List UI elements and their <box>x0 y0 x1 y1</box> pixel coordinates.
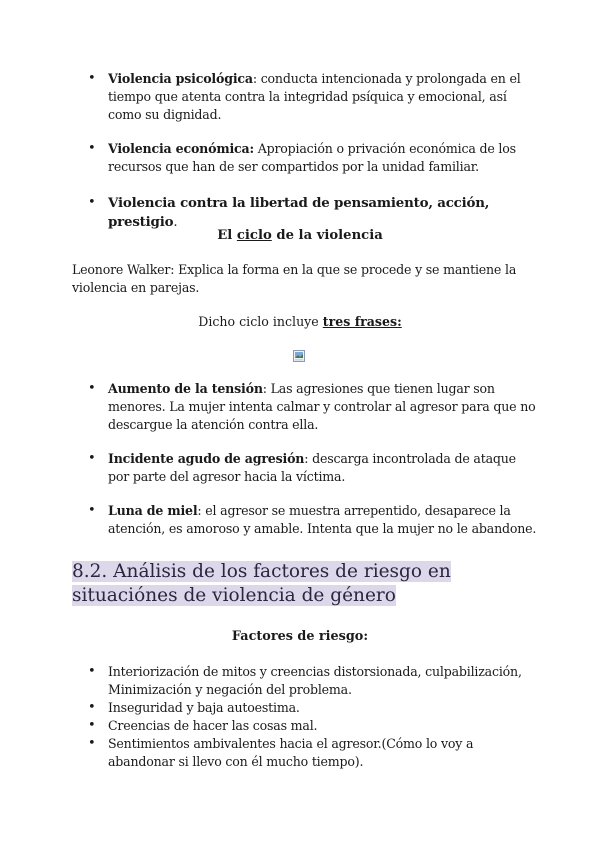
section-heading <box>72 560 542 608</box>
list-item-term: Luna de miel <box>108 503 198 518</box>
list-item <box>88 70 538 124</box>
cycle-title-post: de la violencia <box>271 228 383 243</box>
list-item-text: . <box>173 215 178 230</box>
list-item: • Interiorización de mitos y creencias distorsionada, culpabilización, Minimización y negación del problema. <box>88 663 538 699</box>
cycle-title-underlined: ciclo <box>236 228 272 243</box>
list-item-term: Incidente agudo de agresión <box>108 451 305 466</box>
list-item-text: : Las agresiones que tienen lugar son menores. La mujer intenta calmar y controlar al agresor para que no descargue la atención contra ella. <box>108 381 536 432</box>
list-item <box>88 380 538 434</box>
cycle-title-pre: El <box>217 228 237 243</box>
list-item-term: Violencia contra la libertad de pensamiento, acción, prestigio <box>108 195 490 230</box>
list-item-text: Apropiación o privación económica de los recursos que han de ser compartidos por la unidad familiar. <box>108 141 516 174</box>
list-item: • Inseguridad y baja autoestima. <box>88 699 538 717</box>
list-item-term: Aumento de la tensión <box>108 381 263 396</box>
phases-intro <box>0 313 600 331</box>
list-item-text: : el agresor se muestra arrepentido, desaparece la atención, es amoroso y amable. Intenta que la mujer no le abandone. <box>108 503 537 536</box>
list-item: • Creencias de hacer las cosas mal. <box>88 717 538 735</box>
list-item <box>88 140 538 176</box>
factors-list <box>88 663 538 771</box>
section-heading-text: 8.2. Análisis de los factores de riesgo en situaciónes de violencia de género <box>72 561 451 606</box>
list-item-text: : descarga incontrolada de ataque por parte del agresor hacia la víctima. <box>108 451 516 484</box>
phases-intro-pre: Dicho ciclo incluye <box>198 314 323 329</box>
list-item <box>88 502 538 538</box>
cycle-title <box>0 227 600 245</box>
violence-types-list <box>88 70 538 232</box>
phases-list <box>88 380 538 538</box>
factors-title: Factores de riesgo: <box>231 629 369 644</box>
walker-paragraph: Leonore Walker: Explica la forma en la que se procede y se mantiene la violencia en parejas. <box>72 262 517 295</box>
list-item-term: Violencia económica: <box>108 141 254 156</box>
list-item-text: : conducta intencionada y prolongada en el tiempo que atenta contra la integridad psíquica y emocional, así como su dignidad. <box>108 71 521 122</box>
list-item <box>88 450 538 486</box>
phases-intro-bold: tres frases: <box>322 314 402 329</box>
broken-image-icon <box>293 347 305 359</box>
list-item: • Sentimientos ambivalentes hacia el agresor.(Cómo lo voy a abandonar si llevo con él mucho tiempo). <box>88 735 538 771</box>
list-item-term: Violencia psicológica <box>108 71 253 86</box>
